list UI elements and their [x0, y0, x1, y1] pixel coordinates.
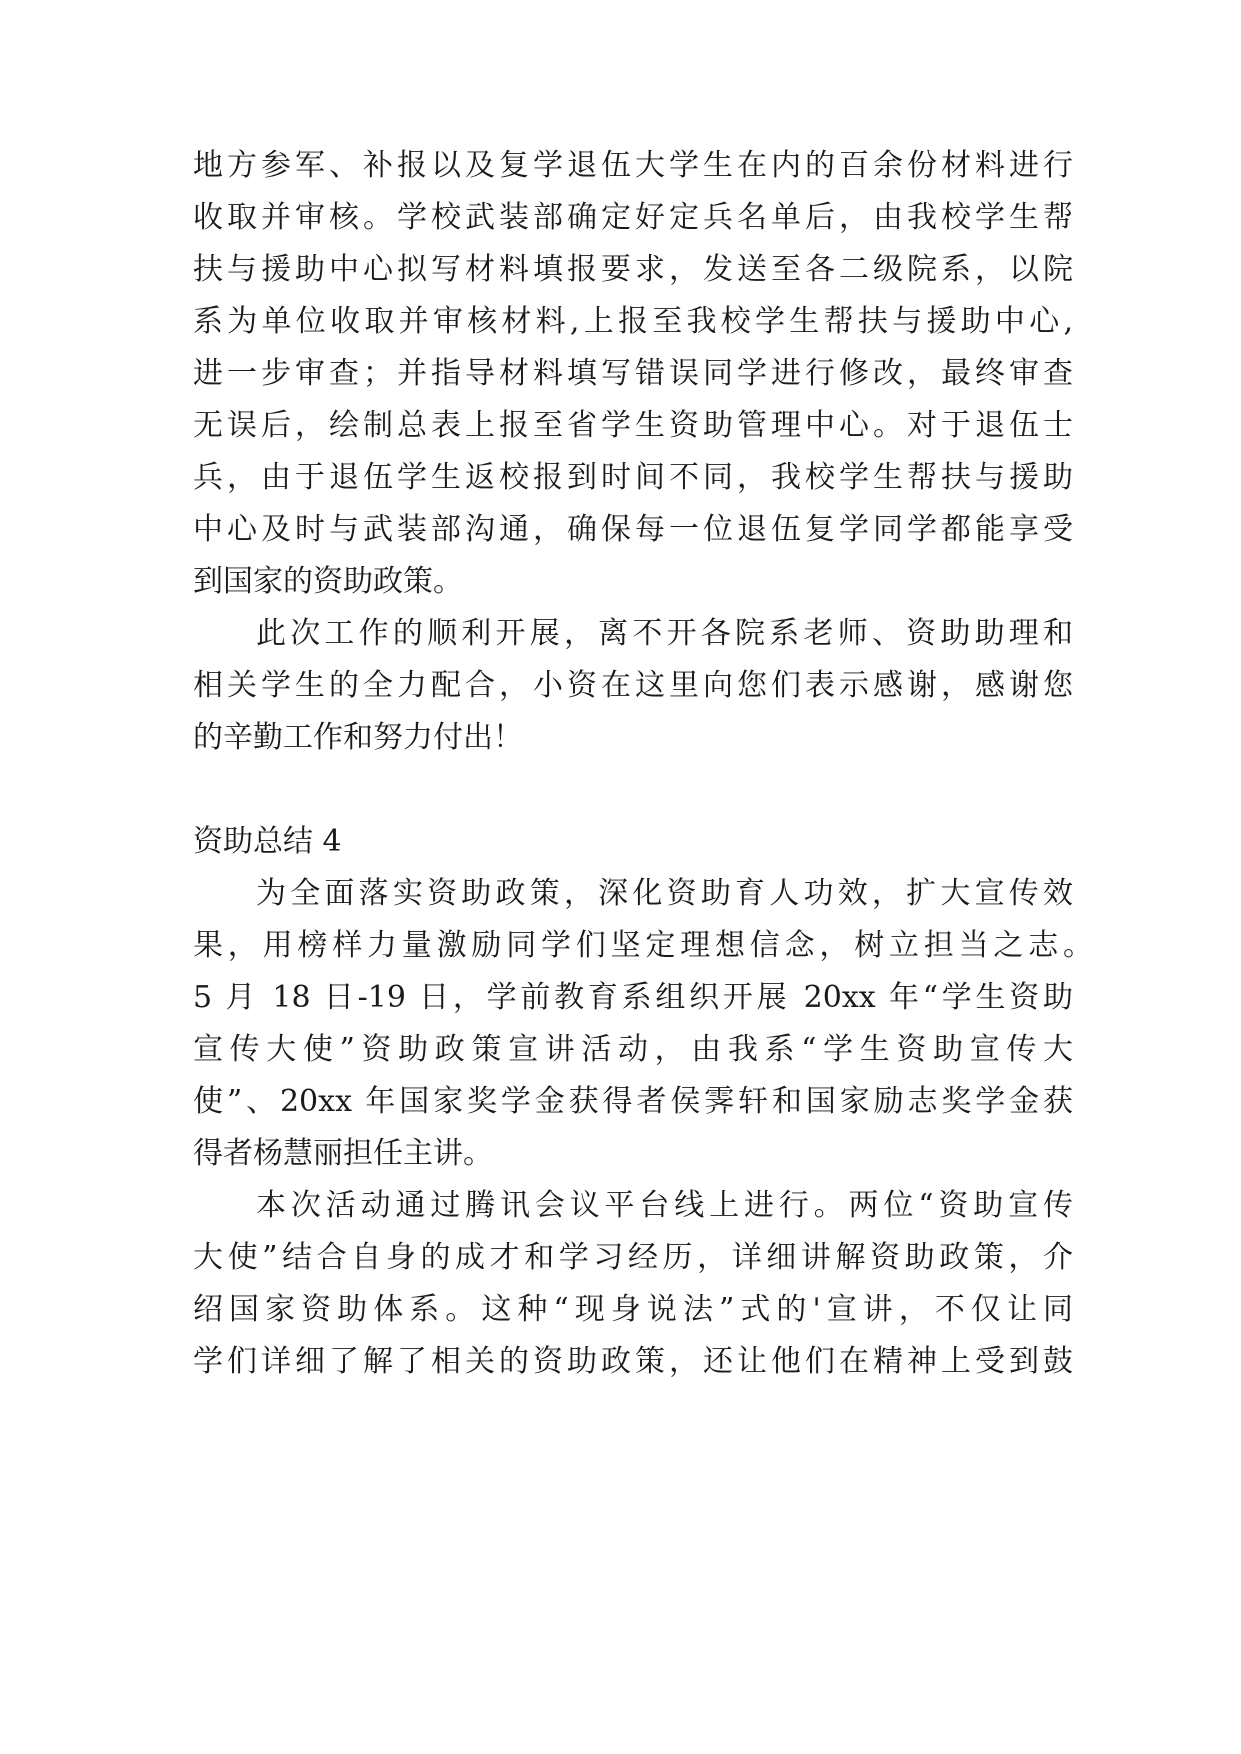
text-line: 无误后，绘制总表上报至省学生资助管理中心。对于退伍士: [193, 408, 1073, 443]
text-line: 得者杨慧丽担任主讲。: [193, 1136, 493, 1171]
text-line: 5 月 18 日-19 日，学前教育系组织开展 20xx 年“学生资助: [193, 980, 1073, 1015]
text-line: 中心及时与武装部沟通，确保每一位退伍复学同学都能享受: [193, 512, 1073, 547]
text-line: 大使”结合自身的成才和学习经历，详细讲解资助政策，介: [193, 1240, 1073, 1275]
text-line: 学们详细了解了相关的资助政策，还让他们在精神上受到鼓: [193, 1344, 1073, 1379]
text-line: 果，用榜样力量激励同学们坚定理想信念，树立担当之志。: [193, 928, 1093, 963]
text-line: 系为单位收取并审核材料,上报至我校学生帮扶与援助中心,: [193, 304, 1073, 339]
text-line: 进一步审查；并指导材料填写错误同学进行修改，最终审查: [193, 356, 1073, 391]
text-line: 收取并审核。学校武装部确定好定兵名单后，由我校学生帮: [193, 200, 1073, 235]
text-line: 宣传大使”资助政策宣讲活动，由我系“学生资助宣传大: [193, 1032, 1073, 1067]
section-heading: 资助总结 4: [193, 824, 342, 859]
text-line: 本次活动通过腾讯会议平台线上进行。两位“资助宣传: [256, 1188, 1073, 1223]
text-line: 相关学生的全力配合，小资在这里向您们表示感谢，感谢您: [193, 668, 1073, 703]
text-line: 扶与援助中心拟写材料填报要求，发送至各二级院系，以院: [193, 252, 1073, 287]
text-line: 绍国家资助体系。这种“现身说法”式的'宣讲，不仅让同: [193, 1292, 1073, 1327]
text-line: 地方参军、补报以及复学退伍大学生在内的百余份材料进行: [193, 148, 1073, 183]
text-line: 到国家的资助政策。: [193, 564, 463, 599]
text-line: 为全面落实资助政策，深化资助育人功效，扩大宣传效: [256, 876, 1073, 911]
text-line: 的辛勤工作和努力付出！: [193, 720, 523, 755]
text-line: 此次工作的顺利开展，离不开各院系老师、资助助理和: [256, 616, 1073, 651]
text-line: 使”、20xx 年国家奖学金获得者侯霁轩和国家励志奖学金获: [193, 1084, 1073, 1119]
text-line: 兵，由于退伍学生返校报到时间不同，我校学生帮扶与援助: [193, 460, 1073, 495]
